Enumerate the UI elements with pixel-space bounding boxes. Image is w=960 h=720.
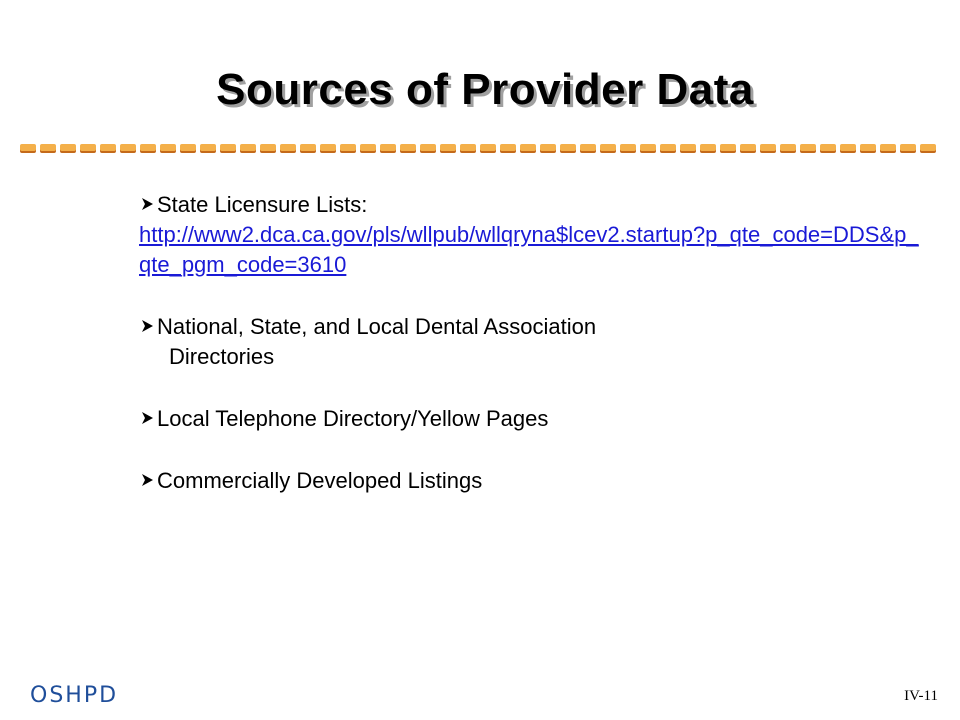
dashed-divider: [20, 143, 940, 155]
item-label: Commercially Developed Listings: [157, 468, 483, 493]
list-item: [139, 404, 939, 434]
list-item: [139, 312, 939, 372]
oshpd-logo: OSHPD: [30, 683, 119, 708]
item-label: National, State, and Local Dental Association: [157, 314, 597, 339]
list-item: [139, 190, 939, 280]
arrow-bullet-icon: [139, 472, 157, 488]
item-label: State Licensure Lists:: [157, 192, 368, 217]
item-continuation: Directories: [169, 344, 275, 369]
list-item: [139, 466, 939, 496]
arrow-bullet-icon: [139, 318, 157, 334]
slide-title: Sources of Provider Data: [216, 65, 754, 114]
licensure-list-link[interactable]: http://www2.dca.ca.gov/pls/wllpub/wllqryna$lcev2.startup?p_qte_code=DDS&p_qte_pgm_code=3610: [139, 222, 919, 277]
page-number: IV-11: [904, 688, 938, 704]
arrow-bullet-icon: [139, 196, 157, 212]
bullet-list: [139, 190, 939, 496]
item-label: Local Telephone Directory/Yellow Pages: [157, 406, 549, 431]
arrow-bullet-icon: [139, 410, 157, 426]
